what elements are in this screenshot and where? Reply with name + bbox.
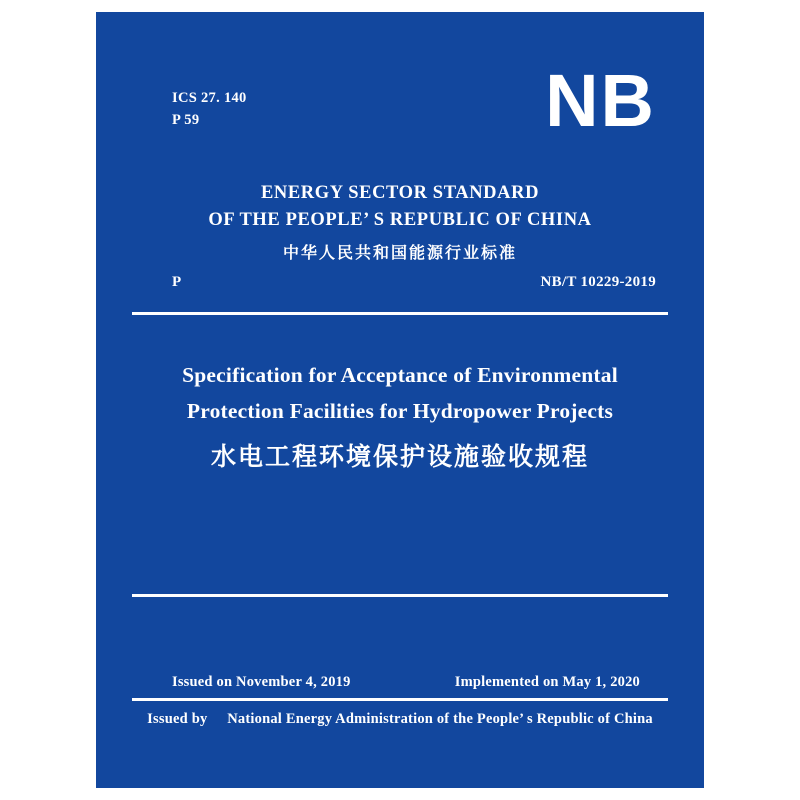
organization-line-en-1: ENERGY SECTOR STANDARD [260,183,540,203]
organization-line-en-2: OF THE PEOPLE’ S REPUBLIC OF CHINA [208,210,592,230]
issued-by-row [96,711,704,728]
classification-code: P 59 [172,112,200,128]
issuing-organization-block [96,180,704,268]
title-en-line-1: Specification for Acceptance of Environmental [182,363,618,387]
dates-row [172,674,640,691]
nb-logo: NB [545,59,656,142]
title-cn: 水电工程环境保护设施验收规程 [210,442,589,471]
divider-bottom [132,594,668,597]
organization-line-cn: 中华人民共和国能源行业标准 [282,243,517,262]
document-title-block [136,357,664,479]
implemented-on-date: Implemented on May 1, 2020 [454,674,640,690]
divider-footer [132,698,668,701]
issued-by-label: Issued by [147,711,208,727]
category-letter: P [172,274,182,290]
ics-classification-block [172,87,247,131]
title-en-line-2: Protection Facilities for Hydropower Projects [186,399,614,423]
ics-number: ICS 27. 140 [172,90,247,106]
issued-by-authority: National Energy Administration of the People’ s Republic of China [227,711,653,727]
standard-cover-page [96,12,704,788]
divider-top [132,312,668,315]
issued-on-date: Issued on November 4, 2019 [172,674,351,690]
standard-code-row [172,274,656,291]
standard-number: NB/T 10229-2019 [540,274,656,290]
